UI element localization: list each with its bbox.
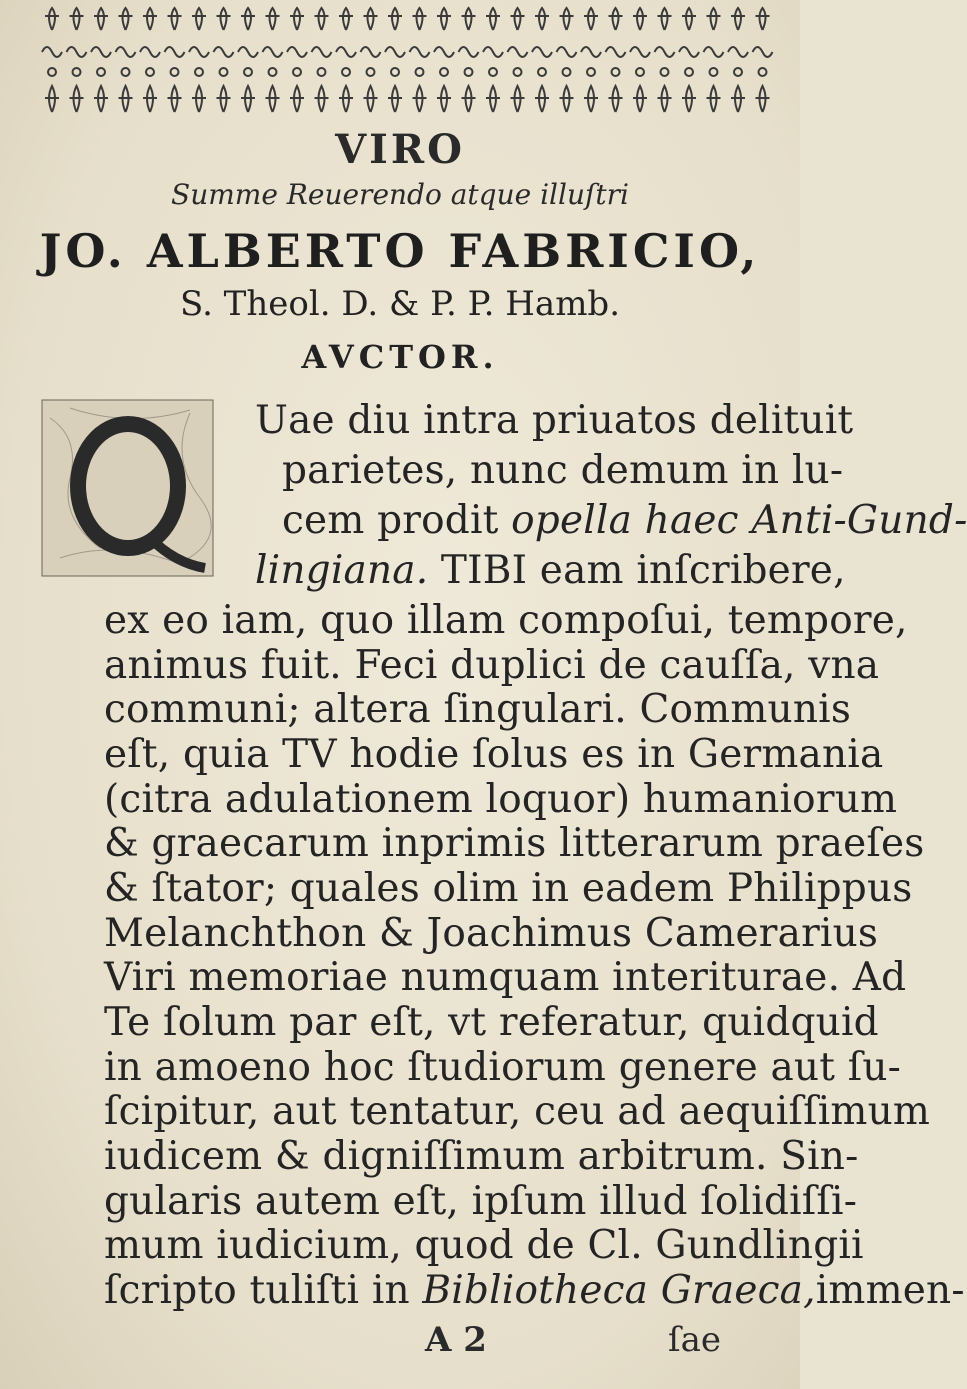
- text-line: [104, 1134, 858, 1179]
- text-line: [104, 687, 851, 732]
- dedication-viro: VIRO: [335, 126, 465, 173]
- text-line-roman: gularis autem eſt, ipſum illud ſolidiſſi-: [104, 1179, 858, 1224]
- text-line-roman: ſcripto tuliſti in: [104, 1268, 423, 1313]
- text-line: [104, 1089, 930, 1134]
- text-line-roman: ſcipitur, aut tentatur, ceu ad aequiſſimum: [104, 1089, 931, 1134]
- text-line-roman: Te ſolum par eſt, vt referatur, quidquid: [104, 1000, 879, 1045]
- text-line: [104, 1045, 901, 1090]
- text-line: [104, 1179, 857, 1224]
- dedication-name: JO. ALBERTO FABRICIO,: [39, 224, 761, 278]
- catchword: ſae: [668, 1320, 721, 1360]
- text-line: [104, 643, 879, 688]
- text-line: [255, 398, 853, 443]
- text-line: [104, 732, 883, 777]
- text-line-roman: Viri memoriae numquam interiturae. Ad: [104, 955, 907, 1000]
- text-line-roman: parietes, nunc demum in lu-: [282, 448, 844, 493]
- text-line-italic: lingiana.: [255, 548, 429, 593]
- dedication-titles: S. Theol. D. & P. P. Hamb.: [179, 284, 621, 324]
- text-line: [255, 548, 846, 593]
- text-line-roman: animus fuit. Feci duplici de cauſſa, vna: [104, 643, 880, 688]
- text-line-roman: Melanchthon & Joachimus Camerarius: [104, 911, 879, 956]
- drop-cap-q: [40, 398, 215, 578]
- ornament-border: [40, 0, 780, 118]
- dedication-epithet: Summe Reuerendo atque illuſtri: [171, 178, 629, 211]
- text-line-roman: immen-: [815, 1268, 965, 1313]
- text-line-roman: in amoeno hoc ſtudiorum genere aut ſu-: [104, 1045, 902, 1090]
- text-line-roman: & ſtator; quales olim in eadem Philippus: [104, 866, 913, 911]
- text-line: [104, 1268, 965, 1313]
- page-signature: A 2: [425, 1320, 487, 1360]
- text-line: [104, 821, 925, 866]
- text-line: [104, 866, 913, 911]
- text-line-roman: Uae diu intra priuatos delituit: [255, 398, 854, 443]
- dedication-auctor: AVCTOR.: [301, 338, 499, 376]
- text-line-roman: iudicem & digniſſimum arbitrum. Sin-: [104, 1134, 859, 1179]
- text-line-italic: Bibliotheca Graeca,: [422, 1268, 816, 1313]
- text-line: [282, 498, 967, 543]
- text-line-italic: opella haec Anti-Gund-: [511, 498, 967, 543]
- text-line-roman: & graecarum inprimis litterarum praeſes: [104, 821, 925, 866]
- text-line: [282, 448, 843, 493]
- text-line: [104, 598, 908, 643]
- text-line: [104, 911, 878, 956]
- text-line: [104, 777, 897, 822]
- text-line-roman: eſt, quia TV hodie ſolus es in Germania: [104, 732, 884, 777]
- text-line-roman: cem prodit: [282, 498, 512, 543]
- text-line-roman: (citra adulationem loquor) humaniorum: [104, 777, 898, 822]
- text-line-roman: mum iudicium, quod de Cl. Gundlingii: [104, 1223, 864, 1268]
- text-line: [104, 1000, 879, 1045]
- text-line-roman: TIBI eam inſcribere,: [428, 548, 846, 593]
- text-line: [104, 1223, 864, 1268]
- text-line-roman: ex eo iam, quo illam compoſui, tempore,: [104, 598, 908, 643]
- text-line-roman: communi; altera ſingulari. Communis: [104, 687, 852, 732]
- text-line: [104, 955, 906, 1000]
